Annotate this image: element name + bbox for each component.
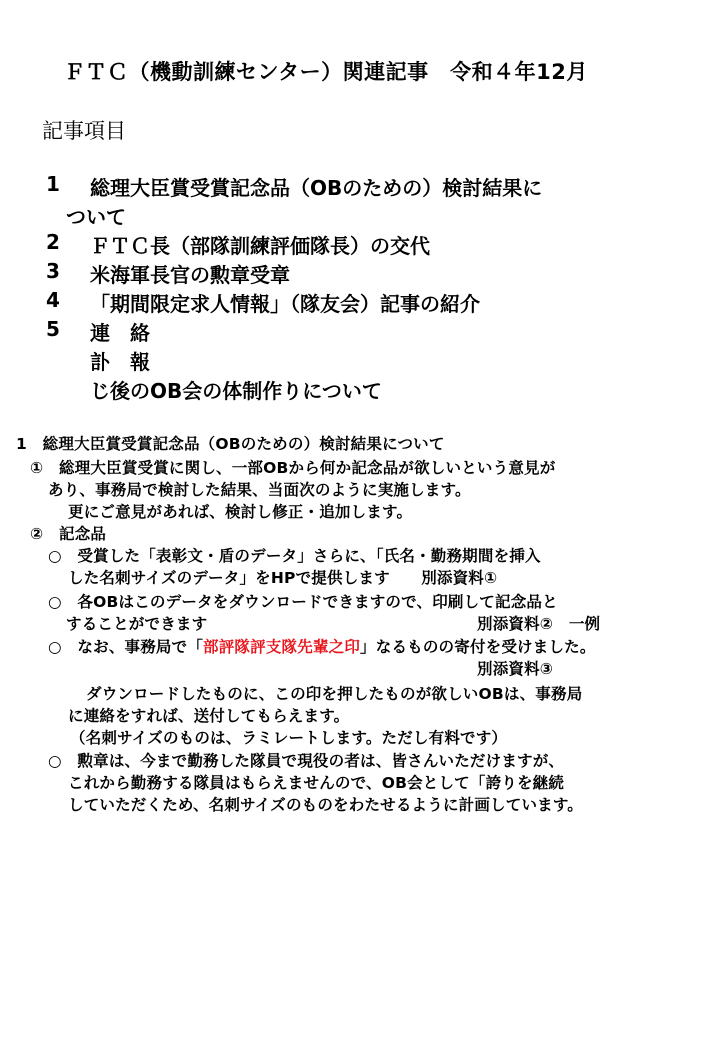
section-1-heading: 1 総理大臣賞受賞記念品（OBのための）検討結果について	[16, 435, 445, 453]
toc-item-2: 2 ＦＴＣ長（部隊訓練評価隊長）の交代	[46, 230, 430, 258]
paragraph-line: 更にご意見があれば、検討し修正・追加します。	[68, 503, 413, 521]
paragraph-line: に連絡をすれば、送付してもらえます。	[68, 707, 350, 725]
paragraph-line: （名刺サイズのものは、ラミレートします。ただし有料です）	[70, 729, 508, 747]
toc-item-5-obituary: 訃 報	[90, 350, 150, 374]
attachment-reference-3: 別添資料③	[477, 660, 554, 678]
toc-item-4: 4 「期間限定求人情報」（隊友会）記事の紹介	[46, 288, 480, 316]
bullet-line: ○ 各OBはこのデータをダウンロードできますので、印刷して記念品と	[48, 593, 558, 611]
toc-item-5: 5 連 絡	[46, 317, 150, 345]
bullet-line: ○ 勲章は、今まで勤務した隊員で現役の者は、皆さんいただけますが、	[48, 752, 565, 770]
attachment-reference-2: 別添資料② 一例	[477, 615, 601, 633]
bullet-line-seal: ○ なお、事務局で「部評隊評支隊先輩之印」なるものの寄付を受けました。	[48, 638, 596, 656]
subsection-heading-2: ② 記念品	[30, 525, 107, 543]
paragraph-line: することができます	[66, 615, 208, 633]
paragraph-line: これから勤務する隊員はもらえませんので、OB会として「誇りを継続	[68, 774, 565, 792]
toc-item-5-ob-organization: じ後のOB会の体制作りについて	[90, 379, 382, 403]
seal-name-highlight: 部評隊評支隊先輩之印	[203, 638, 361, 656]
paragraph-line: した名刺サイズのデータ」をHPで提供します 別添資料①	[68, 569, 498, 587]
paragraph-line: していただくため、名刺サイズのものをわたせるように計画しています。	[68, 796, 584, 814]
paragraph-line: ① 総理大臣賞受賞に関し、一部OBから何か記念品が欲しいという意見が	[30, 459, 556, 477]
section-subheading: 記事項目	[42, 119, 126, 143]
bullet-line: ○ 受賞した「表彰文・盾のデータ」さらに、「氏名・勤務期間を挿入	[48, 547, 541, 565]
toc-item-1-continued: ついて	[66, 205, 126, 229]
paragraph-line: あり、事務局で検討した結果、当面次のように実施します。	[48, 481, 471, 499]
page-title: ＦＴＣ（機動訓練センター）関連記事 令和４年12月	[64, 60, 588, 84]
toc-item-1: 1 総理大臣賞受賞記念品（OBのための）検討結果に	[46, 172, 543, 200]
toc-item-3: 3 米海軍長官の勲章受章	[46, 259, 290, 287]
paragraph-line: ダウンロードしたものに、この印を押したものが欲しいOBは、事務局	[86, 685, 583, 703]
